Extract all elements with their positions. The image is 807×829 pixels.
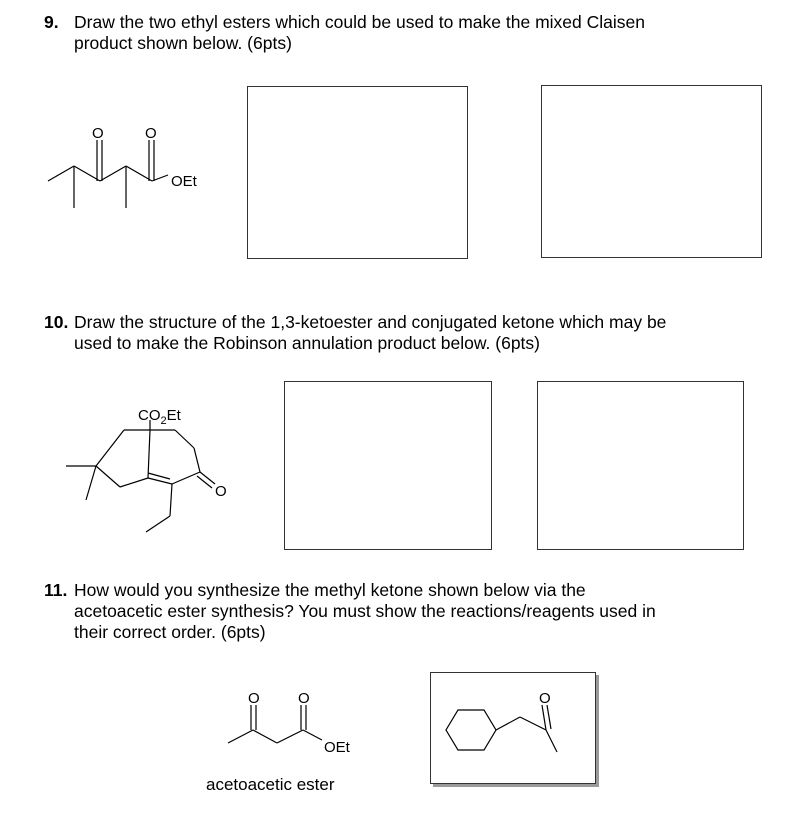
question-11-text-line3: their correct order. (6pts) [74, 622, 266, 642]
q11-oxygen-2: O [298, 690, 310, 707]
target-oxygen: O [539, 690, 551, 707]
q10-subscript-2: 2 [160, 415, 167, 427]
q10-oxygen: O [215, 483, 227, 500]
q9-oxygen-2: O [145, 125, 157, 142]
acetoacetic-ester-caption: acetoacetic ester [206, 775, 335, 794]
question-11-text-line1: How would you synthesize the methyl ketone shown below via the [74, 580, 586, 600]
question-9-number: 9. [44, 12, 59, 32]
question-9-text-line2: product shown below. (6pts) [74, 33, 292, 53]
q9-oet-label: OEt [171, 173, 197, 190]
question-11-text-line2: acetoacetic ester synthesis? You must show the reactions/reagents used in [74, 601, 656, 621]
q9-oxygen-1: O [92, 125, 104, 142]
question-10-number: 10. [44, 312, 69, 332]
q11-oet-label: OEt [324, 739, 350, 756]
q10-co-label: CO [138, 407, 161, 424]
question-9-text-line1: Draw the two ethyl esters which could be used to make the mixed Claisen [74, 12, 645, 32]
question-10-text-line1: Draw the structure of the 1,3-ketoester and conjugated ketone which may be [74, 312, 667, 332]
question-11-number: 11. [44, 580, 68, 600]
q11-oxygen-1: O [248, 690, 260, 707]
question-10-text-line2: used to make the Robinson annulation product below. (6pts) [74, 333, 540, 353]
q10-et-label: Et [166, 407, 181, 424]
